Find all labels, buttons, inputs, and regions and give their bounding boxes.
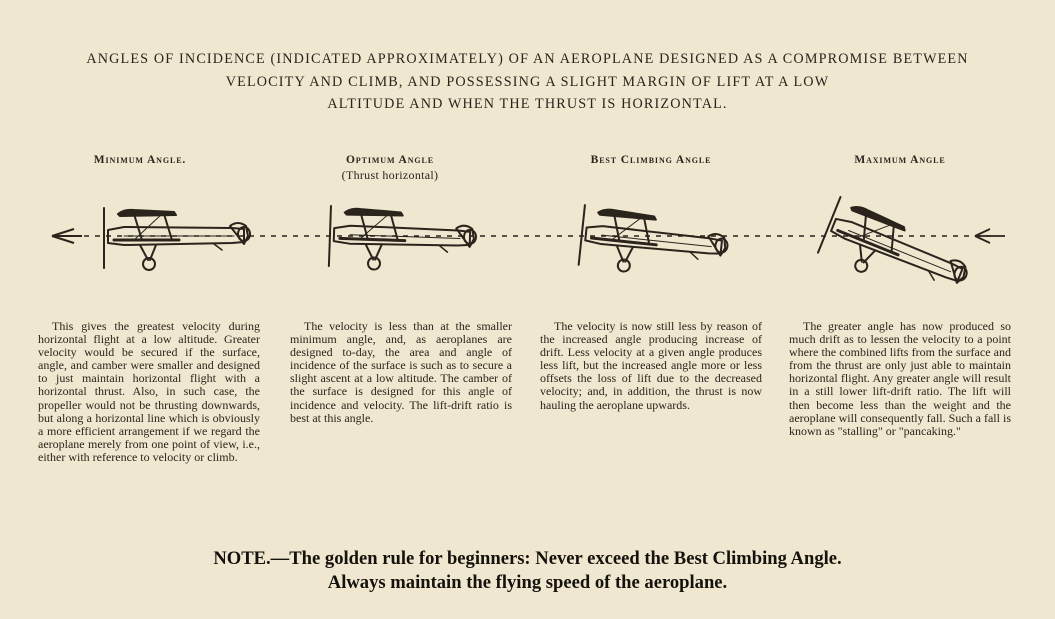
column-title-minimum-text: Minimum Angle. bbox=[93, 154, 187, 166]
aeroplane-minimum-angle bbox=[104, 208, 250, 270]
figure-heading bbox=[0, 48, 1055, 116]
column-title-minimum bbox=[40, 153, 240, 168]
column-subtitle-optimum: (Thrust horizontal) bbox=[341, 168, 439, 182]
column-text-maximum: The greater angle has now produced so much drift as to lessen the velocity to a point where the combined lifts from the surface and from the thrust are only just able to maintain horizontal flight. Any greater angle will result in a still lower lift-drift ratio. The lift will then become less than the weight and the aeroplane will consequently fall. Such a fall is known as "stalling" or "pancaking." bbox=[789, 319, 1011, 438]
column-title-best-climbing bbox=[551, 153, 751, 168]
aeroplane-best-climbing-angle bbox=[578, 205, 730, 282]
heading-line-2: VELOCITY AND CLIMB, AND POSSESSING A SLIGHT MARGIN OF LIFT AT A LOW bbox=[225, 73, 830, 90]
note-line-2: Always maintain the flying speed of the aeroplane. bbox=[327, 572, 728, 593]
angle-of-incidence-diagram bbox=[0, 185, 1055, 295]
column-text-best-climbing: The velocity is now still less by reason of the increased angle producing increase of drift. Less velocity at a given angle produces less lift, but the increased angle more or less offsets the loss of lift due to the decreased velocity; and, in addition, the thrust is now hauling the aeroplane upwards. bbox=[540, 319, 762, 412]
golden-rule-note bbox=[0, 547, 1055, 595]
aeroplane-maximum-angle bbox=[817, 197, 976, 295]
column-title-optimum-text: Optimum Angle bbox=[345, 154, 435, 166]
column-title-best-climbing-text: Best Climbing Angle bbox=[590, 154, 712, 166]
airflow-arrow-right bbox=[975, 229, 1005, 243]
column-text-minimum: This gives the greatest velocity during horizontal flight at a low altitude. Greater velocity would be secured if the surface, angle, and camber were smaller and designed to just maintain horizontal flight with a horizontal thrust. Also, in such case, the propeller would not be thrusting downwards, but along a horizontal line which is obviously a more efficient arrangement if we regard the aeroplane merely from one point of view, i.e., either with reference to velocity or climb. bbox=[38, 319, 260, 464]
heading-line-1: ANGLES OF INCIDENCE (INDICATED APPROXIMATELY) OF AN AEROPLANE DESIGNED AS A COMPROMISE BETWEEN bbox=[86, 51, 969, 67]
note-line-1: NOTE.—The golden rule for beginners: Never exceed the Best Climbing Angle. bbox=[213, 548, 842, 569]
column-title-maximum bbox=[800, 153, 1000, 168]
column-title-maximum-text: Maximum Angle bbox=[854, 154, 946, 166]
heading-line-3: ALTITUDE AND WHEN THE THRUST IS HORIZONTAL. bbox=[327, 96, 728, 112]
column-text-optimum: The velocity is less than at the smaller minimum angle, and, as aeroplanes are designed to-day, the area and angle of incidence of the surface is such as to secure a slight ascent at a low altitude. The camber of the surface is designed for this angle of incidence and velocity. The lift-drift ratio is best at this angle. bbox=[290, 319, 512, 425]
column-title-optimum bbox=[290, 153, 490, 183]
flight-direction-arrow-left bbox=[52, 229, 82, 243]
aeroplane-optimum-angle bbox=[329, 206, 477, 273]
